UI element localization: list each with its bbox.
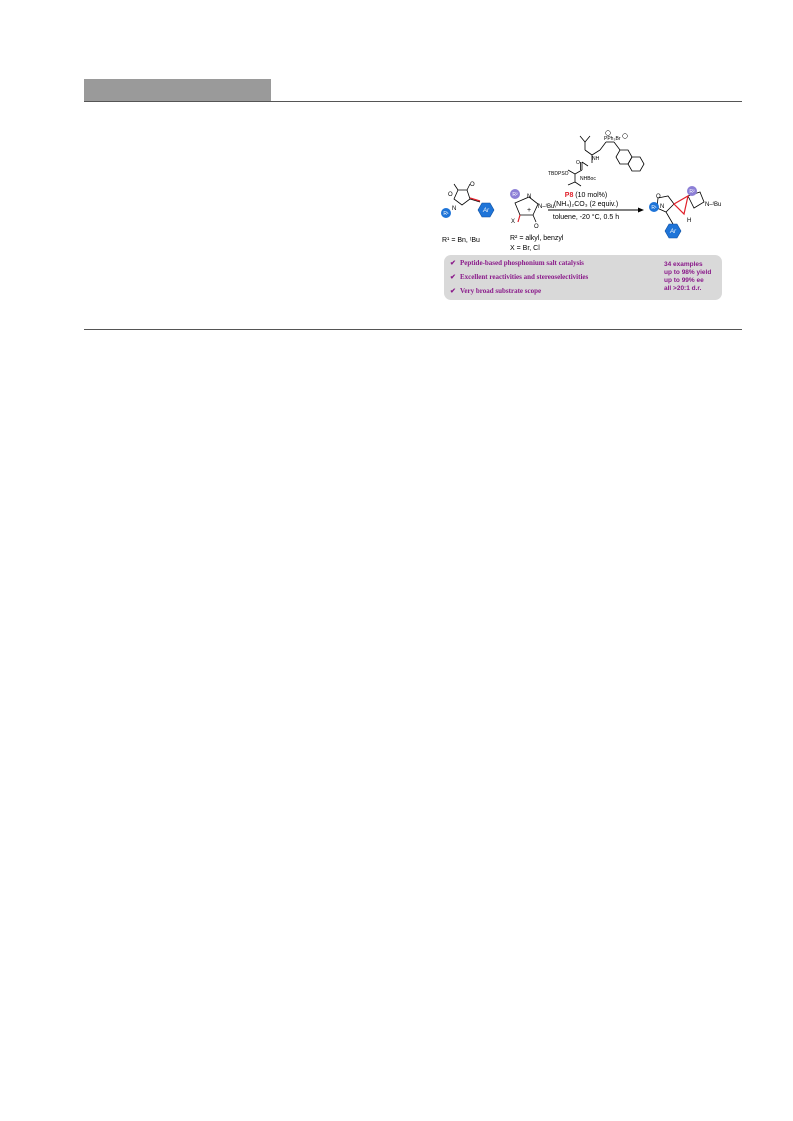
s1-r1-label: R¹ (443, 211, 449, 217)
bottom-rule (84, 329, 742, 330)
s2-caption2: X = Br, Cl (510, 245, 540, 252)
plus-charge-icon (606, 131, 611, 136)
stat-yield: up to 98% yield (664, 269, 712, 276)
cyclopropane (674, 196, 688, 214)
s2-caption1: R² = alkyl, benzyl (510, 235, 564, 242)
header-bar (84, 79, 271, 101)
s2-x: X (511, 219, 516, 225)
tbdpso-label: TBDPSO (548, 171, 569, 177)
highlight-item: Peptide-based phosphonium salt catalysis (460, 259, 584, 267)
reaction-conditions (548, 192, 644, 221)
s1-ar: Ar (483, 208, 489, 214)
s2-o: O (534, 224, 539, 230)
s1-o1: O (448, 192, 453, 198)
stat-dr: all >20:1 d.r. (664, 285, 702, 292)
nh-label: NH (592, 156, 600, 162)
stat-ee: up to 99% ee (664, 277, 704, 284)
p-h: H (687, 218, 692, 224)
base-line: (NH₄)₂CO₃ (2 equiv.) (553, 201, 619, 208)
arrow-head-icon (638, 208, 644, 213)
p-ar: Ar (670, 229, 676, 235)
check-icon: ✔ (450, 259, 456, 267)
p-n: N (660, 204, 665, 210)
product (649, 186, 721, 238)
nhboc-label: NHBoc (580, 176, 596, 182)
stat-examples: 34 examples (664, 261, 703, 268)
top-rule (84, 101, 742, 102)
catalyst-line: P8 (10 mol%) (564, 192, 608, 199)
p-r1-label: R¹ (651, 205, 657, 211)
graphical-abstract (430, 128, 730, 303)
check-icon: ✔ (450, 287, 456, 295)
minus-charge-icon (623, 134, 628, 139)
s1-caption: R¹ = Bn, ᵗBu (442, 237, 480, 244)
ph3-label: PPh₃Br (604, 136, 621, 142)
s2-n2: N–ᵗBu (538, 204, 555, 210)
substrate-1 (441, 182, 494, 244)
p-o: O (656, 194, 661, 200)
s2-n1: N (527, 194, 532, 200)
s2-r2-label: R² (512, 192, 518, 198)
conditions-line: toluene, -20 °C, 0.5 h (552, 214, 620, 221)
s1-o2: O (470, 182, 475, 188)
p-n2: N–ᵗBu (705, 202, 722, 208)
highlight-item: Excellent reactivities and stereoselectivities (460, 273, 589, 281)
amide-o-label: O (576, 160, 580, 166)
p-r2-label: R² (689, 189, 695, 195)
highlight-item: Very broad substrate scope (460, 287, 542, 295)
check-icon: ✔ (450, 273, 456, 281)
plus-sign: + (527, 207, 532, 214)
s1-n: N (452, 206, 457, 212)
